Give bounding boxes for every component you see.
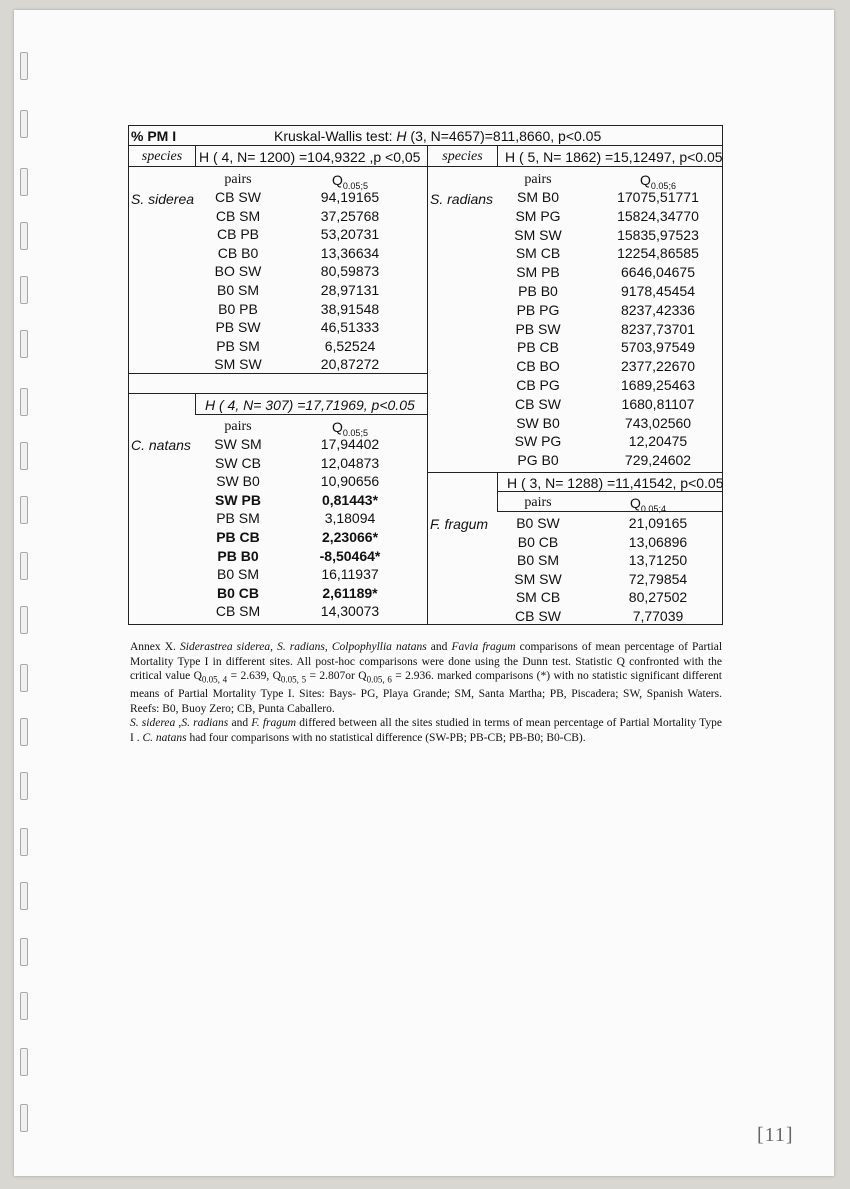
fragum-pairs-header: pairs	[524, 495, 552, 510]
radians-pair-cell: CB PG	[516, 377, 560, 393]
table-caption	[130, 640, 722, 745]
radians-q-cell: 1680,81107	[621, 395, 695, 412]
species-col-divider-right	[497, 145, 498, 167]
siderea-pair-cell: PB SM	[216, 337, 260, 354]
caption-paragraph-2: S. siderea ,S. radians and F. fragum differed between all the sites studied in terms of mean percentage of Partial Mortality Type I . C. natans had four comparisons with no statistical difference (SW-PB; PB-CB; PB-B0; B0-CB).	[130, 717, 722, 744]
siderea-pairs-header: pairs	[224, 172, 252, 187]
radians-pair-cell: PB SW	[515, 320, 561, 337]
siderea-q-cell: 6,52524	[324, 337, 376, 354]
radians-q-cell: 8237,42336	[621, 301, 695, 318]
fragum-hstat-bottom	[497, 491, 723, 492]
radians-q-cell: 5703,97549	[621, 339, 695, 356]
natans-pair-cell: SW SM	[214, 436, 262, 452]
fragum-q-cell: 13,71250	[628, 552, 688, 569]
radians-q-cell: 8237,73701	[621, 320, 695, 337]
radians-pair-cell: SM CB	[515, 245, 561, 262]
radians-bottom	[427, 472, 723, 473]
natans-pair-cell: SW PB	[215, 491, 261, 508]
siderea-h-stat: H ( 4, N= 1200) =104,9322 ,p <0,05	[199, 149, 421, 165]
siderea-pair-cell: CB PB	[216, 226, 259, 243]
natans-q-header: $Q_{0.05;5}$	[332, 419, 368, 438]
siderea-bottom	[128, 373, 428, 374]
fragum-q-cell: 72,79854	[628, 570, 688, 587]
radians-q-cell: 15824,34770	[617, 207, 699, 224]
natans-pair-cell: SW B0	[216, 473, 260, 490]
species-col-header-left: species	[141, 149, 183, 164]
natans-q-cell: 2,23066*	[321, 529, 379, 545]
siderea-q-cell: 13,36634	[320, 244, 380, 261]
radians-h-stat: H ( 5, N= 1862) =15,12497, p<0.05	[505, 149, 723, 165]
species-header-divider	[128, 166, 723, 167]
radians-pair-cell: SM PB	[516, 264, 560, 281]
fragum-q-cell: 21,09165	[628, 515, 688, 531]
radians-q-header: $Q_{0.05;6}$	[640, 172, 676, 191]
header-divider	[128, 145, 723, 146]
fragum-species-label: F. fragum	[430, 516, 489, 532]
radians-pair-cell: PB PG	[516, 301, 560, 318]
species-col-header-right: species	[442, 149, 483, 164]
siderea-q-cell: 20,87272	[320, 356, 380, 373]
natans-pair-cell: PB CB	[216, 529, 260, 545]
radians-pair-cell: SM PG	[515, 207, 561, 224]
siderea-pair-cell: B0 PB	[218, 300, 258, 317]
siderea-pair-cell: BO SW	[214, 263, 262, 280]
natans-pair-cell: CB SM	[215, 603, 261, 620]
natans-pair-cell: PB B0	[217, 547, 259, 564]
natans-q-cell: -8,50464*	[319, 547, 381, 564]
fragum-q-header: $Q_{0.05;4}$	[630, 495, 666, 514]
natans-q-cell: 14,30073	[320, 603, 380, 620]
siderea-pair-cell: B0 SM	[216, 282, 259, 298]
page-number-mark: [11]	[757, 1124, 794, 1146]
natans-q-cell: 17,94402	[320, 436, 380, 452]
radians-pair-cell: SM SW	[514, 226, 562, 243]
natans-pair-cell: PB SM	[216, 510, 260, 527]
natans-q-cell: 2,61189*	[322, 584, 378, 601]
radians-q-cell: 1689,25463	[621, 377, 695, 393]
siderea-q-cell: 94,19165	[320, 189, 380, 205]
radians-pair-cell: CB BO	[516, 358, 560, 375]
radians-pair-cell: SW PG	[514, 433, 562, 450]
siderea-q-cell: 53,20731	[320, 226, 380, 243]
siderea-pair-cell: CB SW	[215, 189, 261, 205]
fragum-pair-cell: SM SW	[514, 570, 562, 587]
siderea-q-cell: 38,91548	[320, 300, 380, 317]
siderea-q-cell: 46,51333	[320, 319, 380, 336]
natans-q-cell: 10,90656	[320, 473, 380, 490]
natans-hstat-bottom	[195, 414, 428, 415]
center-divider	[427, 145, 428, 625]
radians-pairs-header: pairs	[524, 172, 552, 187]
radians-q-cell: 12254,86585	[617, 245, 699, 262]
radians-q-cell: 6646,04675	[621, 264, 695, 281]
radians-species-label: S. radians	[430, 191, 494, 207]
natans-hstat-left	[195, 393, 196, 415]
fragum-pair-cell: B0 SW	[516, 515, 560, 531]
caption-paragraph-1: Annex X. Siderastrea siderea, S. radians, Colpophyllia natans and Favia fragum comparisons of mean percentage of Partial Mortality Type I in different sites. All post-hoc comparisons were done using the Dunn test. Statistic Q confronted with the critical value $Q_{0.05, 4} = 2.639$, $Q_{0.05, 5} = 2.807or$ $Q_{0.05, 6} = 2.936$. marked comparisons (*) with no statistic significant different means of Partial Mortality Type I. Sites: Bays- PG, Playa Grande; SM, Santa Martha; PB, Piscadera; SW, Spanish Waters. Reefs: B0, Buoy Zero; CB, Punta Caballero.	[130, 641, 723, 715]
radians-q-cell: 743,02560	[624, 414, 692, 431]
natans-h-stat: H ( 4, N= 307) =17,71969, p<0.05	[205, 397, 415, 413]
fragum-pair-cell: CB SW	[515, 608, 561, 624]
siderea-pair-cell: SM SW	[214, 356, 262, 373]
siderea-pair-cell: CB SM	[215, 207, 261, 224]
fragum-pair-cell: B0 SM	[516, 552, 559, 569]
radians-pair-cell: SM B0	[516, 189, 559, 205]
radians-q-cell: 17075,51771	[617, 189, 699, 205]
siderea-pair-cell: PB SW	[215, 319, 261, 336]
measure-label: % PM I	[131, 128, 177, 144]
radians-q-cell: 9178,45454	[621, 283, 695, 299]
natans-pair-cell: SW CB	[215, 454, 261, 471]
natans-species-label: C. natans	[131, 437, 191, 453]
natans-q-cell: 12,04873	[320, 454, 380, 471]
siderea-q-cell: 80,59873	[320, 263, 380, 280]
fragum-pair-cell: B0 CB	[517, 533, 559, 550]
species-col-divider-left	[195, 145, 196, 167]
natans-pair-cell: B0 SM	[216, 566, 259, 583]
natans-pair-cell: B0 CB	[216, 584, 259, 601]
siderea-q-cell: 37,25768	[320, 207, 380, 224]
natans-q-cell: 16,11937	[321, 566, 379, 583]
radians-q-cell: 15835,97523	[617, 226, 699, 243]
fragum-pair-cell: SM CB	[515, 589, 561, 606]
radians-q-cell: 12,20475	[628, 433, 688, 450]
radians-q-cell: 729,24602	[624, 452, 692, 469]
siderea-pair-cell: CB B0	[217, 244, 259, 261]
radians-pair-cell: PB B0	[518, 283, 558, 299]
natans-q-cell: 0,81443*	[321, 491, 379, 508]
radians-pair-cell: PB CB	[516, 339, 559, 356]
fragum-q-cell: 7,77039	[632, 608, 684, 624]
fragum-q-cell: 13,06896	[628, 533, 688, 550]
natans-q-cell: 3,18094	[324, 510, 376, 527]
kruskal-wallis-summary: Kruskal-Wallis test: H (3, N=4657)=811,8660, p<0.05	[274, 128, 602, 144]
radians-q-cell: 2377,22670	[621, 358, 695, 375]
siderea-species-label: S. siderea	[131, 191, 195, 207]
radians-pair-cell: SW B0	[516, 414, 560, 431]
radians-pair-cell: CB SW	[515, 395, 561, 412]
natans-pairs-header: pairs	[224, 419, 252, 434]
blank-row-bottom	[128, 393, 428, 394]
fragum-q-cell: 80,27502	[628, 589, 688, 606]
fragum-h-stat: H ( 3, N= 1288) =11,41542, p<0.05	[507, 475, 724, 491]
siderea-q-header: $Q_{0.05;5}$	[332, 172, 368, 191]
siderea-q-cell: 28,97131	[320, 282, 380, 298]
radians-pair-cell: PG B0	[517, 452, 559, 469]
